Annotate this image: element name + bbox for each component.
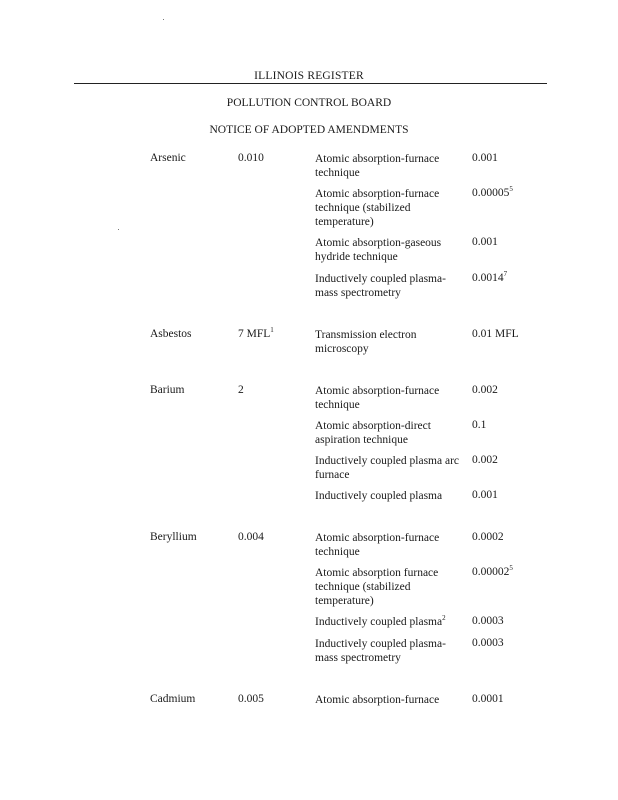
method-name: Atomic absorption-furnace technique — [315, 153, 440, 179]
detection-limit: 0.0003 — [472, 615, 504, 627]
scan-speck — [163, 19, 164, 20]
method-name: Atomic absorption-furnace technique (stabilized temperature) — [315, 188, 440, 228]
method-name: Atomic absorption furnace technique (stabilized temperature) — [315, 567, 439, 607]
board-title: POLLUTION CONTROL BOARD — [226, 97, 392, 109]
footnote-ref: 1 — [270, 326, 274, 335]
detection-limit: 0.00002$^5$ — [472, 564, 513, 578]
method-name: Inductively coupled plasma-mass spectrometry — [315, 638, 446, 664]
notice-title: NOTICE OF ADOPTED AMENDMENTS — [209, 124, 409, 136]
contaminant-name: Asbestos — [150, 328, 192, 340]
detection-limit: 0.001 — [472, 152, 498, 164]
method-name: Inductively coupled plasma arc furnace — [315, 455, 460, 481]
mcl-value: 0.010 — [238, 152, 264, 164]
detection-limit: 0.001 — [472, 236, 498, 248]
method-name: Atomic absorption-furnace — [315, 694, 440, 706]
detection-limit: 0.002 — [472, 384, 498, 396]
contaminant-name: Arsenic — [150, 152, 186, 164]
footnote-ref: 5 — [509, 564, 513, 573]
detection-limit: 0.0002 — [472, 531, 504, 543]
scan-speck — [118, 229, 119, 230]
contaminant-name: Beryllium — [150, 531, 197, 543]
method-name: Inductively coupled plasma-mass spectrometry — [315, 273, 446, 299]
method-name: Atomic absorption-furnace technique — [315, 385, 440, 411]
detection-limit: 0.0003 — [472, 637, 504, 649]
mcl-value: 7 MFL$^1$ — [238, 326, 274, 340]
method-name: Transmission electron microscopy — [315, 329, 417, 355]
detection-limit: 0.01 MFL — [472, 328, 519, 340]
footnote-ref: 2 — [442, 614, 446, 623]
footnote-ref: 5 — [509, 185, 513, 194]
method-name: Atomic absorption-gaseous hydride technique — [315, 237, 442, 263]
footnote-ref: 7 — [503, 270, 508, 279]
detection-limit: 0.1 — [472, 419, 487, 431]
method-name: Atomic absorption-direct aspiration technique — [315, 420, 431, 446]
contaminant-name: Cadmium — [150, 693, 196, 705]
detection-limit: 0.0014$^7$ — [472, 270, 508, 284]
contaminant-name: Barium — [150, 384, 185, 396]
method-name: Inductively coupled plasma$^2$ — [315, 614, 446, 628]
detection-limit: 0.002 — [472, 454, 498, 466]
detection-limit: 0.0001 — [472, 693, 504, 705]
mcl-value: 0.004 — [238, 531, 264, 543]
header-rule — [74, 83, 547, 84]
mcl-value: 0.005 — [238, 693, 264, 705]
method-name: Atomic absorption-furnace technique — [315, 532, 440, 558]
detection-limit: 0.00005$^5$ — [472, 185, 513, 199]
detection-limit: 0.001 — [472, 489, 498, 501]
mcl-value: 2 — [238, 384, 244, 396]
register-title: ILLINOIS REGISTER — [254, 70, 364, 82]
method-name: Inductively coupled plasma — [315, 490, 443, 502]
